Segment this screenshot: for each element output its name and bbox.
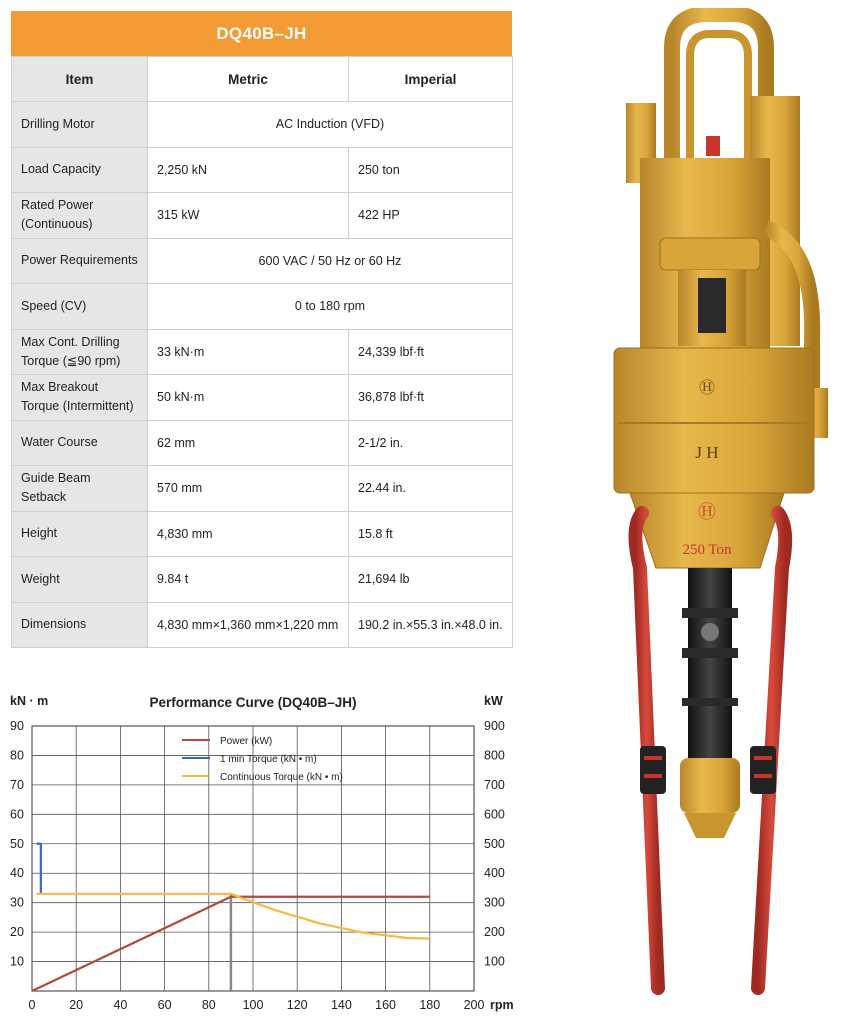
- header-item: Item: [12, 57, 148, 102]
- spec-value-metric: 62 mm: [148, 420, 349, 466]
- spec-item-label: Power Requirements: [12, 238, 148, 284]
- capacity-plate: 250 Ton: [682, 542, 732, 558]
- y-right-tick-label: 200: [484, 925, 505, 940]
- spec-value-imperial: 24,339 lbf·ft: [349, 329, 513, 375]
- spec-value-metric: 9.84 t: [148, 557, 349, 603]
- header-imperial: Imperial: [349, 57, 513, 102]
- y-left-tick-label: 30: [10, 895, 24, 910]
- spec-row: [12, 147, 513, 193]
- spec-item-label: Drilling Motor: [12, 102, 148, 148]
- spec-value-imperial: 21,694 lb: [349, 557, 513, 603]
- spec-value-combined: 0 to 180 rpm: [148, 284, 513, 330]
- spec-value-combined: 600 VAC / 50 Hz or 60 Hz: [148, 238, 513, 284]
- y-right-tick-label: 900: [484, 719, 505, 733]
- y-right-tick-label: 400: [484, 866, 505, 881]
- x-tick-label: 180: [419, 998, 441, 1012]
- spec-row: [12, 375, 513, 421]
- legend-label: 1 min Torque (kN • m): [220, 754, 317, 765]
- spec-value-metric: 315 kW: [148, 193, 349, 239]
- spec-item-label: Height: [12, 511, 148, 557]
- y-right-tick-label: 300: [484, 895, 505, 910]
- x-tick-label: 140: [330, 998, 352, 1012]
- spec-item-label: Dimensions: [12, 602, 148, 648]
- red-logo-emblem: Ⓗ: [698, 502, 716, 522]
- y-left-tick-label: 20: [10, 925, 24, 940]
- top-drive-illustration: [600, 8, 836, 1013]
- legend-label: Continuous Torque (kN • m): [220, 772, 343, 783]
- top-drive-drawing: [600, 8, 836, 1013]
- spec-item-label: Max Cont. Drilling Torque (≦90 rpm): [12, 329, 148, 375]
- spec-row: [12, 102, 513, 148]
- x-tick-label: 0: [28, 998, 36, 1012]
- x-tick-label: 40: [113, 998, 128, 1012]
- spec-value-imperial: 250 ton: [349, 147, 513, 193]
- x-tick-label: 120: [286, 998, 308, 1012]
- spec-item-label: Guide Beam Setback: [12, 466, 148, 512]
- spec-row: [12, 466, 513, 512]
- spec-row: [12, 193, 513, 239]
- spec-value-imperial: 36,878 lbf·ft: [349, 375, 513, 421]
- spec-row: [12, 329, 513, 375]
- spec-row: [12, 420, 513, 466]
- x-tick-label: 100: [242, 998, 264, 1012]
- spec-row: [12, 511, 513, 557]
- spec-item-label: Load Capacity: [12, 147, 148, 193]
- spec-value-imperial: 2-1/2 in.: [349, 420, 513, 466]
- logo-emblem: Ⓗ: [698, 380, 716, 397]
- spec-item-label: Speed (CV): [12, 284, 148, 330]
- y-right-tick-label: 600: [484, 807, 505, 822]
- spec-value-imperial: 422 HP: [349, 193, 513, 239]
- spec-item-label: Weight: [12, 557, 148, 603]
- y-left-tick-label: 50: [10, 836, 24, 851]
- spec-header-row: [12, 57, 513, 102]
- x-tick-label: 20: [69, 998, 84, 1012]
- y-right-tick-label: 700: [484, 777, 505, 792]
- y-left-tick-label: 40: [10, 866, 24, 881]
- y-left-tick-label: 10: [10, 954, 24, 969]
- x-tick-label: 200: [463, 998, 485, 1012]
- spec-item-label: Water Course: [12, 420, 148, 466]
- performance-chart-svg: [0, 688, 520, 1018]
- spec-value-metric: 570 mm: [148, 466, 349, 512]
- spec-item-label: Rated Power (Continuous): [12, 193, 148, 239]
- y-right-tick-label: 800: [484, 748, 505, 763]
- spec-row: [12, 557, 513, 603]
- spec-value-metric: 33 kN·m: [148, 329, 349, 375]
- main-shaft: [680, 568, 740, 838]
- header-metric: Metric: [148, 57, 349, 102]
- y-left-axis-label: kN · m: [10, 694, 49, 708]
- legend-label: Power (kW): [220, 736, 273, 747]
- y-left-tick-label: 80: [10, 748, 24, 763]
- performance-chart: [0, 688, 520, 1018]
- x-tick-label: 80: [201, 998, 216, 1012]
- y-right-tick-label: 500: [484, 836, 505, 851]
- spec-item-label: Max Breakout Torque (Intermittent): [12, 375, 148, 421]
- logo-text: J H: [695, 443, 719, 462]
- spec-value-imperial: 190.2 in.×55.3 in.×48.0 in.: [349, 602, 513, 648]
- x-tick-label: 60: [157, 998, 172, 1012]
- y-right-tick-label: 100: [484, 954, 505, 969]
- spec-value-combined: AC Induction (VFD): [148, 102, 513, 148]
- y-left-tick-label: 90: [10, 719, 24, 733]
- spec-value-imperial: 22.44 in.: [349, 466, 513, 512]
- spec-row: [12, 284, 513, 330]
- x-axis-label: rpm: [490, 998, 514, 1012]
- y-left-tick-label: 70: [10, 777, 24, 792]
- spec-row: [12, 238, 513, 284]
- spec-value-imperial: 15.8 ft: [349, 511, 513, 557]
- spec-value-metric: 2,250 kN: [148, 147, 349, 193]
- spec-row: [12, 602, 513, 648]
- chart-title: Performance Curve (DQ40B–JH): [149, 695, 357, 710]
- spec-value-metric: 4,830 mm×1,360 mm×1,220 mm: [148, 602, 349, 648]
- spec-table-title: DQ40B–JH: [11, 11, 512, 56]
- spec-value-metric: 4,830 mm: [148, 511, 349, 557]
- y-right-axis-label: kW: [484, 694, 503, 708]
- spec-value-metric: 50 kN·m: [148, 375, 349, 421]
- y-left-tick-label: 60: [10, 807, 24, 822]
- x-tick-label: 160: [375, 998, 397, 1012]
- spec-table: [11, 11, 512, 648]
- spec-grid: [11, 56, 513, 648]
